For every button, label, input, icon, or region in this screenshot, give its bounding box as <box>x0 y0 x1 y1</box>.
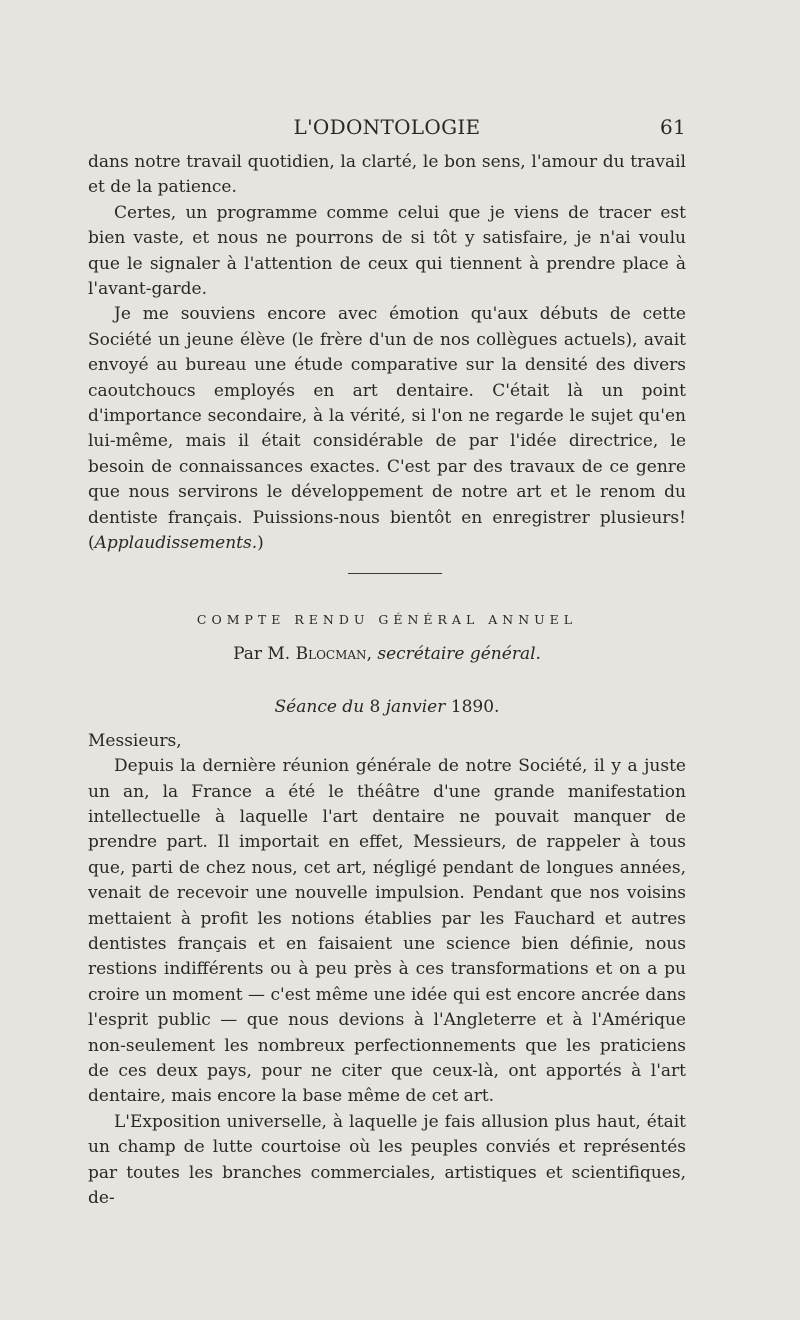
byline-name: Blocman <box>295 643 367 664</box>
session-label: Séance du <box>274 697 365 718</box>
page-body <box>88 150 686 1211</box>
byline-prefix: Par M. <box>233 643 291 664</box>
section-divider <box>348 573 442 574</box>
applause-note: Applaudissements. <box>94 533 258 554</box>
section-heading: COMPTE RENDU GÉNÉRAL ANNUEL <box>196 611 578 627</box>
paragraph-exposition: L'Exposition universelle, à laquelle je fais allusion plus haut, était un champ de lutte courtoise où les peuples conviés et représentés par toutes les branches commerciales, artistiques et scientifiques, de- <box>88 1111 686 1209</box>
paragraph-souvenir-text: Je me souviens encore avec émotion qu'aux débuts de cette Société un jeune élève (le frère d'un de nos collègues actuels), avait envoyé au bureau une étude comparative sur la densité des divers caoutchoucs employés en art dentaire. C'était là un point d'importance secondaire, à la vérité, si l'on ne regarde le sujet qu'en lui-même, mais il était considérable de par l'idée directrice, le besoin de connaissances exactes. C'est par des travaux de ce genre que nous servirons le développement de notre art et le renom du dentiste français. Puissions-nous bientôt en enregistrer plusieurs! ( <box>88 304 686 554</box>
salutation: Messieurs, <box>88 730 182 751</box>
session-date <box>88 695 686 720</box>
paragraph-souvenir-end: ) <box>257 533 264 554</box>
byline-comma: , <box>366 643 372 664</box>
paragraph-continuation: dans notre travail quotidien, la clarté, le bon sens, l'amour du travail et de la patience. <box>88 152 686 198</box>
page-number: 61 <box>659 115 686 139</box>
journal-title: L'ODONTOLOGIE <box>293 115 481 139</box>
byline-role: secrétaire général. <box>377 643 541 664</box>
running-header <box>88 115 686 145</box>
section-divider-wrap <box>88 557 686 591</box>
paragraph-programme: Certes, un programme comme celui que je viens de tracer est bien vaste, et nous ne pourrons de si tôt y satisfaire, je n'ai voulu que le signaler à l'attention de ceux qui tiennent à prendre place à l'avant-garde. <box>88 202 686 300</box>
byline <box>88 642 686 667</box>
paragraph-souvenir <box>88 302 686 556</box>
session-day: 8 <box>369 697 381 718</box>
session-year: 1890. <box>450 697 500 718</box>
paragraph-report-intro: Depuis la dernière réunion générale de notre Société, il y a juste un an, la France a été le théâtre d'une grande manifestation intellectuelle à laquelle l'art dentaire ne pouvait manquer de prendre part. Il importait en effet, Messieurs, de rappeler à tous que, parti de chez nous, cet art, négligé pendant de longues années, venait de recevoir une nouvelle impulsion. Pendant que nos voisins mettaient à profit les notions établies par les Fauchard et autres dentistes français et en faisaient une science bien définie, nous restions indifférents ou à peu près à ces transformations et on a pu croire un moment — c'est même une idée qui est encore ancrée dans l'esprit public — que nous devions à l'Angleterre et à l'Amérique non-seulement les nombreux perfectionnements que les praticiens de ces deux pays, pour ne citer que ceux-là, ont apportés à l'art dentaire, mais encore la base même de cet art. <box>88 756 686 1107</box>
session-month: janvier <box>385 697 446 718</box>
